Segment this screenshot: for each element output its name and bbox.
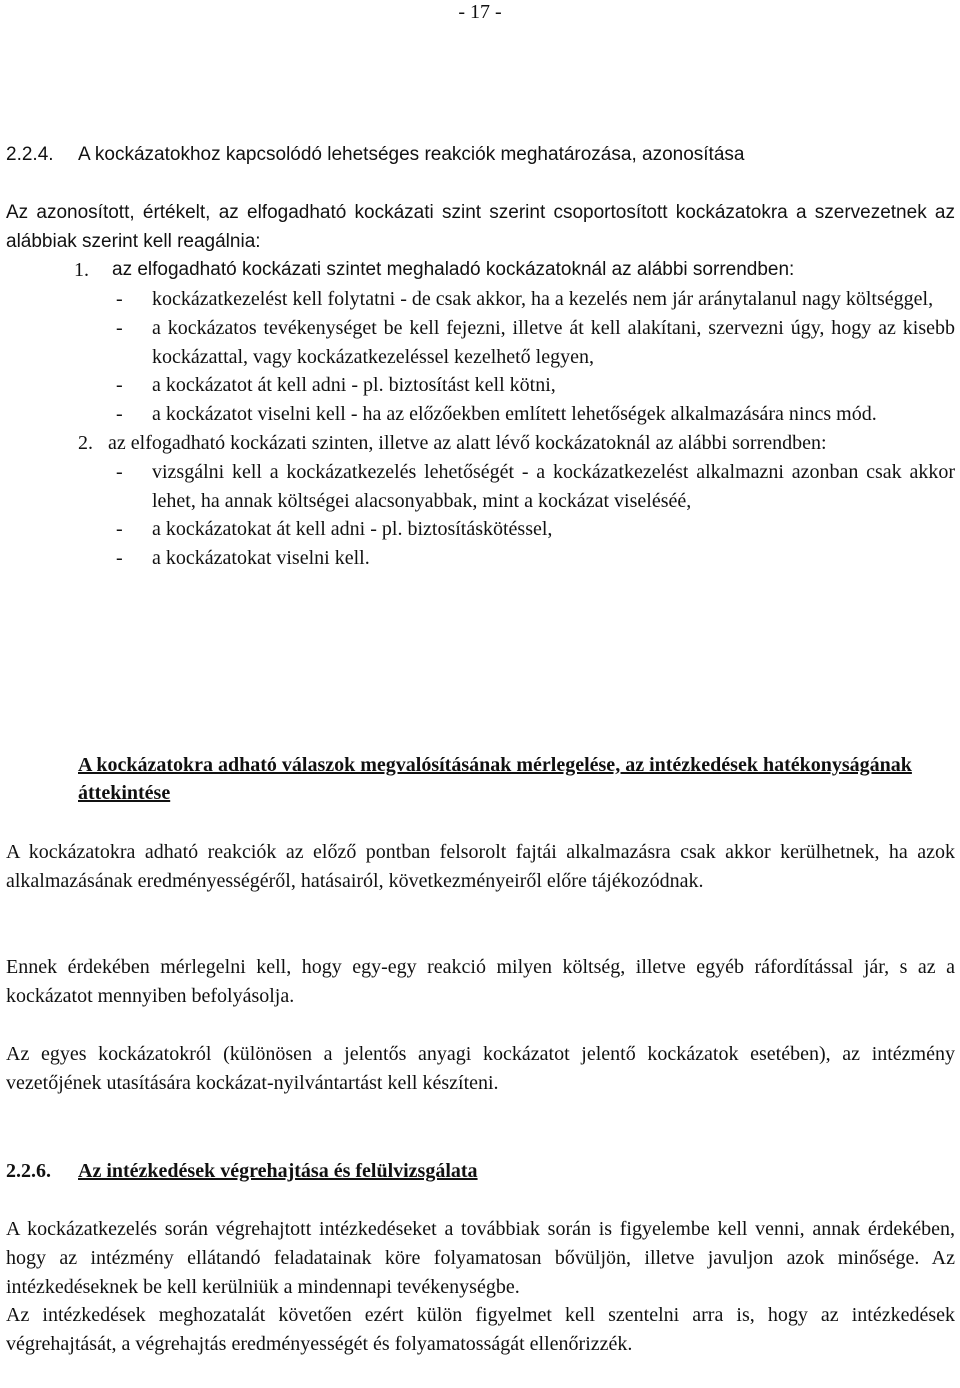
section-225-body-3 bbox=[6, 1040, 955, 1098]
sublist-item-1-2 bbox=[6, 314, 955, 372]
section-225-title: A kockázatokra adható válaszok megvalósításának mérlegelése, az intézkedések hatékonyságának áttekintése bbox=[78, 754, 912, 804]
dash-marker: - bbox=[116, 316, 123, 339]
list-item-2 bbox=[6, 429, 955, 458]
section-226-paragraph-2: Az intézkedések meghozatalát követően ezért külön figyelmet kell szentelni arra is, hogy az intézkedések végrehajtását, a végrehajtás eredményességét és folyamatosságát ellenőrizzék. bbox=[6, 1304, 955, 1356]
section-226-heading bbox=[6, 1157, 955, 1185]
section-225-body-2 bbox=[6, 953, 955, 1011]
sublist-item-text: a kockázatot át kell adni - pl. biztosítást kell kötni, bbox=[152, 374, 556, 397]
dash-marker: - bbox=[116, 287, 123, 310]
section-225-paragraph-1: A kockázatokra adható reakciók az előző pontban felsorolt fajtái alkalmazásra csak akkor kerülhetnek, ha azok alkalmazásának eredményességéről, hatásairól, következményeiről előre tájékozódnak. bbox=[6, 841, 955, 892]
list-item-2-text: az elfogadható kockázati szinten, illetve az alatt lévő kockázatoknál az alábbi sorrendben: bbox=[108, 431, 827, 454]
section-225-heading bbox=[6, 751, 955, 807]
sublist-item-2-2 bbox=[6, 515, 955, 544]
section-226 bbox=[6, 1157, 955, 1185]
sublist-item-text: a kockázatos tevékenységet be kell fejezni, illetve át kell alakítani, szervezni úgy, hogy az kisebb kockázattal, vagy kockázatkezeléssel kezelhető legyen, bbox=[152, 316, 955, 368]
section-225 bbox=[6, 751, 955, 807]
dash-marker: - bbox=[116, 518, 123, 541]
sublist-item-1-1 bbox=[6, 285, 955, 314]
section-225-paragraph-3: Az egyes kockázatokról (különösen a jelentős anyagi kockázatot jelentő kockázatok esetében), az intézmény vezetőjének utasítására kockázat-nyilvántartást kell készíteni. bbox=[6, 1043, 955, 1094]
section-224 bbox=[6, 141, 955, 170]
list-item-1-text: az elfogadható kockázati szintet meghaladó kockázatoknál az alábbi sorrendben: bbox=[112, 259, 795, 281]
sublist-item-1-3 bbox=[6, 371, 955, 400]
sublist-item-text: a kockázatokat viselni kell. bbox=[152, 547, 370, 570]
sublist-item-text: kockázatkezelést kell folytatni - de csak akkor, ha a kezelés nem jár aránytalanul nagy költséggel, bbox=[152, 287, 934, 310]
dash-marker: - bbox=[116, 403, 123, 426]
sublist-item-text: a kockázatokat át kell adni - pl. biztosításkötéssel, bbox=[152, 518, 553, 541]
sublist-item-2-1 bbox=[6, 458, 955, 516]
list-item-1 bbox=[6, 256, 955, 285]
sublist-item-text: a kockázatot viselni kell - ha az előzőekben említett lehetőségek alkalmazására nincs mód. bbox=[152, 403, 877, 426]
section-225-number bbox=[6, 751, 78, 779]
sublist-item-1-4 bbox=[6, 400, 955, 429]
dash-marker: - bbox=[116, 460, 123, 483]
section-224-heading bbox=[6, 141, 955, 170]
dash-marker: - bbox=[116, 547, 123, 570]
sublist-item-text: vizsgálni kell a kockázatkezelés lehetőségét - a kockázatkezelést alkalmazni azonban csak akkor lehet, ha annak költségei alacsonyabbak, mint a kockázat viseléséé, bbox=[152, 460, 955, 512]
page-number: - 17 - bbox=[458, 1, 502, 23]
dash-marker: - bbox=[116, 374, 123, 397]
section-226-title: Az intézkedések végrehajtása és felülvizsgálata bbox=[78, 1160, 478, 1182]
section-224-title: A kockázatokhoz kapcsolódó lehetséges reakciók meghatározása, azonosítása bbox=[78, 144, 745, 165]
sublist-item-2-3 bbox=[6, 544, 955, 573]
section-226-body bbox=[6, 1215, 955, 1359]
section-225-body bbox=[6, 838, 955, 896]
section-224-intro: Az azonosított, értékelt, az elfogadható kockázati szint szerint csoportosított kockázatokra a szervezetnek az alábbiak szerint kell reagálnia: bbox=[6, 202, 955, 252]
section-224-body bbox=[6, 199, 955, 573]
section-226-number: 2.2.6. bbox=[6, 1160, 51, 1182]
list-item-1-number: 1. bbox=[74, 259, 89, 282]
section-226-paragraph-1: A kockázatkezelés során végrehajtott intézkedéseket a továbbiak során is figyelembe kell venni, annak érdekében, hogy az intézmény ellátandó feladatainak köre folyamatosan bővüljön, illetve javuljon azok minősége. Az intézkedéseknek be kell kerülniük a mindennapi tevékenységbe. bbox=[6, 1218, 955, 1298]
list-item-2-number: 2. bbox=[78, 431, 93, 454]
section-225-paragraph-2: Ennek érdekében mérlegelni kell, hogy egy-egy reakció milyen költség, illetve egyéb ráfordítással jár, s az a kockázatot mennyiben befolyásolja. bbox=[6, 956, 955, 1007]
section-224-number: 2.2.4. bbox=[6, 144, 54, 165]
